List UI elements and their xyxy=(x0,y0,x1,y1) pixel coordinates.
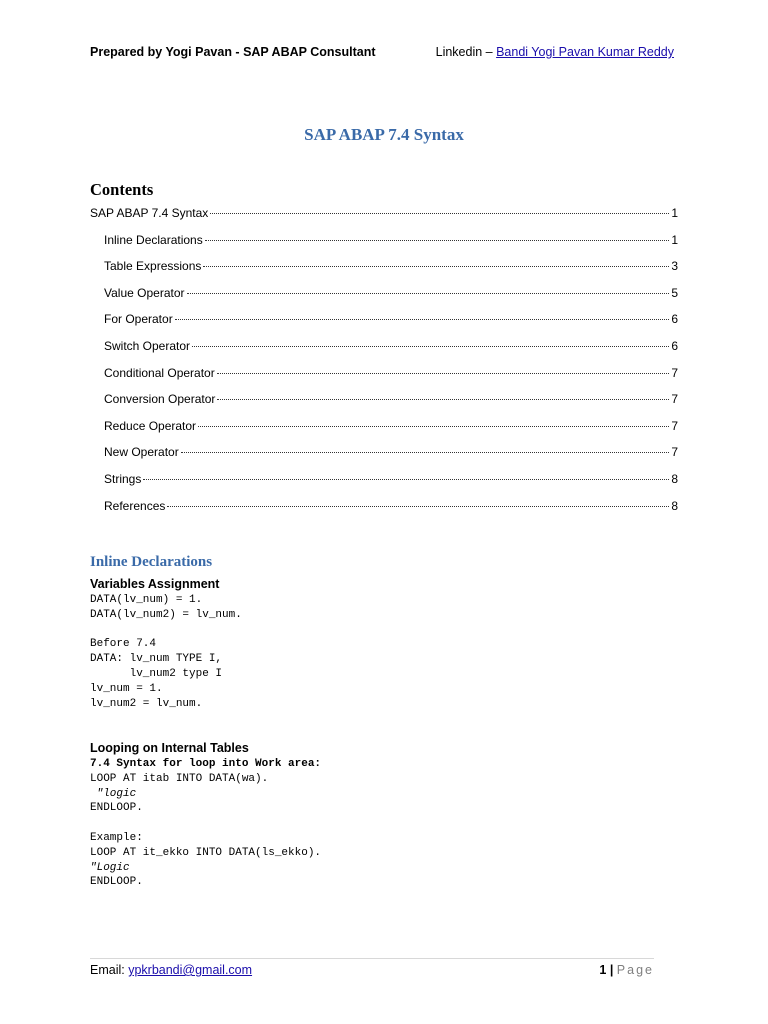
page-separator: | xyxy=(606,963,617,977)
page-word: Page xyxy=(616,963,654,977)
toc-entry-page: 6 xyxy=(671,338,678,353)
toc-entry[interactable] xyxy=(90,284,678,311)
toc-entry-page: 8 xyxy=(671,471,678,486)
email-link[interactable]: ypkrbandi@gmail.com xyxy=(128,963,253,977)
toc-entry[interactable] xyxy=(90,497,678,524)
linkedin-line xyxy=(436,45,674,59)
toc-entry-page: 7 xyxy=(671,418,678,433)
toc-entry[interactable] xyxy=(90,443,678,470)
toc-entry[interactable] xyxy=(90,417,678,444)
toc-entry-page: 7 xyxy=(671,392,678,407)
toc-entry-label: For Operator xyxy=(104,312,173,327)
toc-entry[interactable] xyxy=(90,257,678,284)
table-of-contents xyxy=(90,204,678,523)
toc-entry-label: Reduce Operator xyxy=(104,418,197,433)
toc-entry-label: New Operator xyxy=(104,445,179,460)
toc-entry[interactable] xyxy=(90,364,678,391)
inline-declarations-heading: Inline Declarations xyxy=(90,554,213,570)
looping-syntax-label: 7.4 Syntax for loop into Work area: xyxy=(90,758,322,770)
toc-entry[interactable] xyxy=(90,204,678,231)
toc-entry[interactable] xyxy=(90,390,678,417)
toc-entry[interactable] xyxy=(90,231,678,258)
code-comment: "Logic xyxy=(90,861,130,874)
code-line: lv_num = 1. xyxy=(90,682,163,695)
variables-code-block xyxy=(90,593,242,711)
variables-assignment-heading: Variables Assignment xyxy=(90,577,220,591)
toc-leader-dots xyxy=(198,426,669,427)
code-line: DATA(lv_num2) = lv_num. xyxy=(90,608,242,621)
toc-entry-page: 7 xyxy=(671,445,678,460)
toc-entry-page: 7 xyxy=(671,365,678,380)
code-line: Before 7.4 xyxy=(90,638,157,651)
toc-leader-dots xyxy=(205,240,670,241)
toc-leader-dots xyxy=(203,266,669,267)
toc-leader-dots xyxy=(143,479,669,480)
toc-entry[interactable] xyxy=(90,470,678,497)
toc-leader-dots xyxy=(217,373,670,374)
prepared-by-text: Prepared by Yogi Pavan - SAP ABAP Consultant xyxy=(90,45,376,59)
code-line: ENDLOOP. xyxy=(90,802,143,815)
toc-leader-dots xyxy=(175,319,670,320)
code-line: lv_num2 type I xyxy=(90,667,223,680)
page-indicator xyxy=(599,963,654,977)
toc-entry-label: Strings xyxy=(104,471,142,486)
toc-entry-page: 1 xyxy=(671,232,678,247)
code-line: LOOP AT itab INTO DATA(wa). xyxy=(90,772,269,785)
linkedin-prefix: Linkedin – xyxy=(435,45,497,59)
code-line: DATA(lv_num) = 1. xyxy=(90,594,203,606)
document-title: SAP ABAP 7.4 Syntax xyxy=(304,125,464,144)
linkedin-link[interactable]: Bandi Yogi Pavan Kumar Reddy xyxy=(496,45,674,59)
toc-leader-dots xyxy=(187,293,670,294)
toc-entry-label: Conditional Operator xyxy=(104,365,215,380)
toc-leader-dots xyxy=(181,452,670,453)
toc-leader-dots xyxy=(217,399,669,400)
code-line: LOOP AT it_ekko INTO DATA(ls_ekko). xyxy=(90,846,322,859)
code-line: DATA: lv_num TYPE I, xyxy=(90,653,223,666)
example-label: Example: xyxy=(90,831,143,844)
toc-entry-label: Switch Operator xyxy=(104,338,191,353)
contents-heading: Contents xyxy=(90,180,154,199)
code-line: ENDLOOP. xyxy=(90,876,143,889)
looping-code-block xyxy=(90,757,321,890)
toc-entry[interactable] xyxy=(90,337,678,364)
page-header xyxy=(90,45,674,65)
toc-entry-label: Conversion Operator xyxy=(104,392,216,407)
looping-heading: Looping on Internal Tables xyxy=(90,741,249,755)
email-line xyxy=(90,963,252,977)
toc-entry-label: Value Operator xyxy=(104,285,185,300)
toc-leader-dots xyxy=(167,506,669,507)
toc-entry-label: References xyxy=(104,498,166,513)
toc-entry-page: 1 xyxy=(671,206,678,220)
toc-leader-dots xyxy=(210,213,669,214)
toc-leader-dots xyxy=(192,346,669,347)
toc-entry[interactable] xyxy=(90,310,678,337)
toc-entry-page: 5 xyxy=(671,285,678,300)
toc-entry-page: 3 xyxy=(671,259,678,274)
toc-entry-label: Table Expressions xyxy=(104,259,202,274)
code-comment: "logic xyxy=(90,787,137,800)
toc-entry-label: SAP ABAP 7.4 Syntax xyxy=(90,206,209,220)
toc-entry-page: 8 xyxy=(671,498,678,513)
toc-entry-label: Inline Declarations xyxy=(104,232,203,247)
page-number: 1 xyxy=(599,963,607,977)
code-line: lv_num2 = lv_num. xyxy=(90,697,203,710)
toc-entry-page: 6 xyxy=(671,312,678,327)
email-label: Email: xyxy=(90,963,129,977)
page-footer xyxy=(90,958,654,983)
